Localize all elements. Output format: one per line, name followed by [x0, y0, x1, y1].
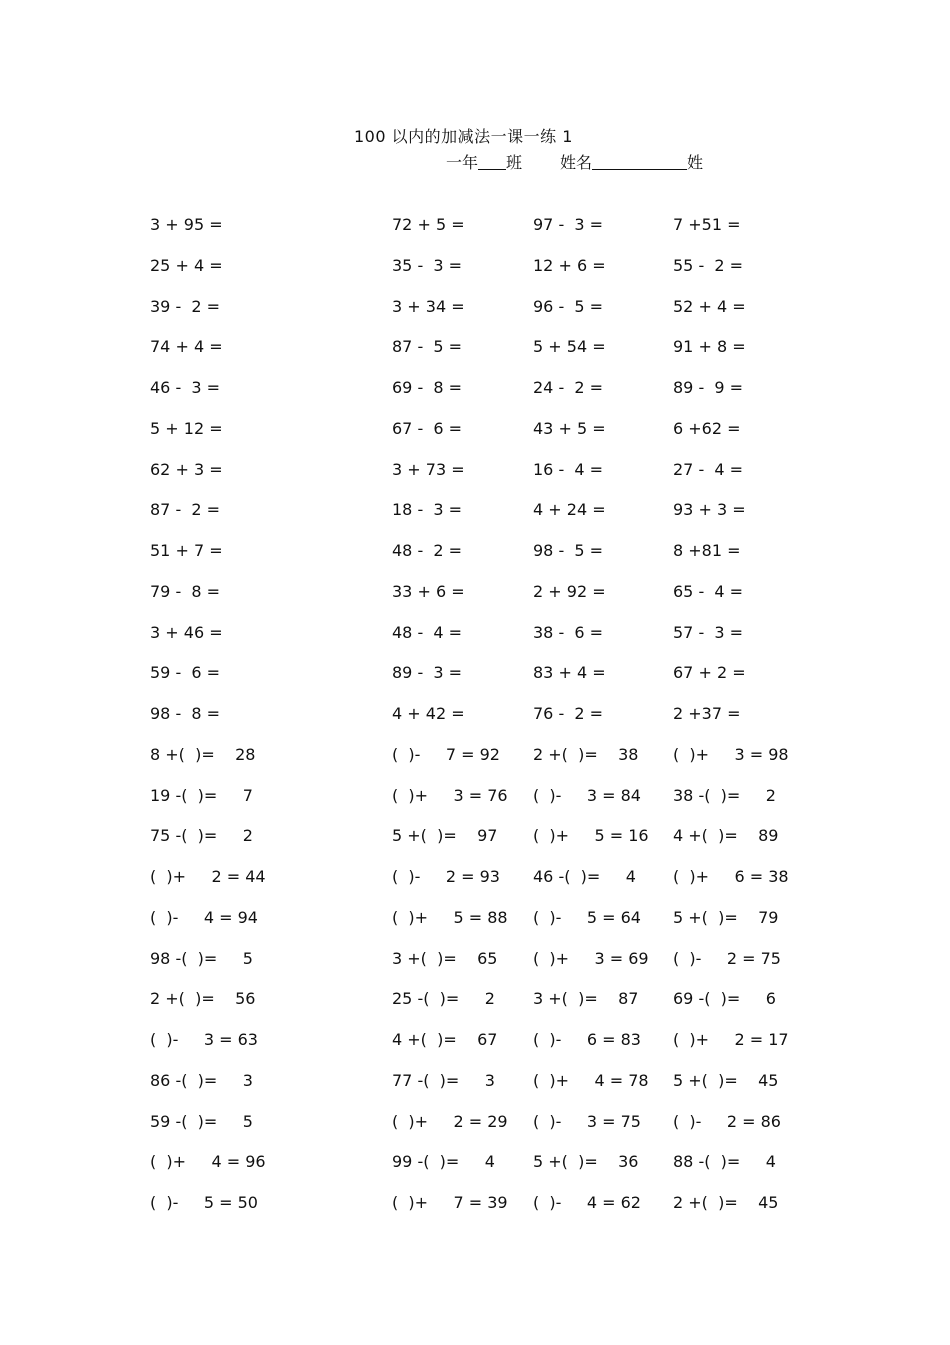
- math-problem: 93 + 3 =: [673, 500, 746, 520]
- math-problem: 67 + 2 =: [673, 663, 746, 683]
- math-problem: 38 - 6 =: [533, 622, 604, 642]
- math-problem: ( )- 6 = 83: [533, 1030, 641, 1049]
- math-problem: 59 - 6 =: [150, 663, 221, 683]
- math-problem: ( )+ 6 = 38: [673, 867, 789, 886]
- math-problem: 3 + 46 =: [150, 622, 223, 642]
- math-problem: 69 -( )= 6: [673, 989, 776, 1009]
- math-problem: 87 - 5 =: [392, 337, 463, 357]
- math-problem: 98 -( )= 5: [150, 948, 253, 968]
- math-problem: 24 - 2 =: [533, 378, 604, 397]
- math-problem: ( )+ 2 = 29: [392, 1111, 508, 1131]
- math-problem: 99 -( )= 4: [392, 1152, 495, 1172]
- math-problem: 91 + 8 =: [673, 337, 746, 357]
- math-problem: 5 +( )= 36: [533, 1152, 639, 1172]
- math-problem: 2 +( )= 56: [150, 989, 256, 1009]
- math-problem: 89 - 9 =: [673, 378, 744, 397]
- math-problem: ( )- 2 = 86: [673, 1111, 781, 1131]
- math-problem: 3 + 95 =: [150, 215, 223, 234]
- math-problem: 4 + 24 =: [533, 500, 606, 520]
- math-problem: 57 - 3 =: [673, 622, 744, 642]
- math-problem: ( )+ 4 = 96: [150, 1152, 266, 1172]
- math-problem: 5 +( )= 45: [673, 1070, 779, 1090]
- math-problem: ( )+ 5 = 16: [533, 826, 649, 846]
- math-problem: 8 +81 =: [673, 541, 741, 560]
- math-problem: 59 -( )= 5: [150, 1111, 253, 1131]
- math-problem: ( )- 5 = 50: [150, 1193, 258, 1212]
- math-problem: 25 -( )= 2: [392, 989, 495, 1009]
- math-problem: ( )- 2 = 75: [673, 948, 781, 968]
- math-problem: 96 - 5 =: [533, 296, 604, 316]
- math-problem: 75 -( )= 2: [150, 826, 253, 846]
- grade-label: 一年: [446, 153, 479, 172]
- math-problem: 79 - 8 =: [150, 581, 221, 601]
- math-problem: 8 +( )= 28: [150, 744, 256, 764]
- math-problem: 12 + 6 =: [533, 255, 606, 275]
- math-problem: 18 - 3 =: [392, 500, 463, 520]
- math-problem: ( )+ 3 = 69: [533, 948, 649, 968]
- math-problem: 5 + 54 =: [533, 337, 606, 357]
- math-problem: 3 +( )= 65: [392, 948, 498, 968]
- math-problem: 5 +( )= 97: [392, 826, 498, 846]
- math-problem: 88 -( )= 4: [673, 1152, 776, 1172]
- math-problem: 2 + 92 =: [533, 581, 606, 601]
- math-problem: 62 + 3 =: [150, 459, 223, 479]
- math-problem: 6 +62 =: [673, 418, 741, 438]
- math-problem: 27 - 4 =: [673, 459, 744, 479]
- math-problem: ( )+ 3 = 98: [673, 744, 789, 764]
- math-problem: 35 - 3 =: [392, 255, 463, 275]
- name-label: 姓名: [560, 153, 593, 172]
- math-problem: 5 +( )= 79: [673, 907, 779, 927]
- math-problem: 38 -( )= 2: [673, 785, 776, 805]
- worksheet-title: 100 以内的加减法一课一练 1: [354, 127, 573, 146]
- math-problem: 2 +( )= 38: [533, 744, 639, 764]
- math-problem: 89 - 3 =: [392, 663, 463, 683]
- math-problem: ( )- 7 = 92: [392, 744, 500, 764]
- math-problem: 98 - 8 =: [150, 704, 221, 723]
- math-problem: ( )- 4 = 94: [150, 907, 258, 927]
- name-tail-label: 姓: [687, 153, 704, 172]
- math-problem: ( )+ 5 = 88: [392, 907, 508, 927]
- math-problem: 67 - 6 =: [392, 418, 463, 438]
- math-problem: ( )- 2 = 93: [392, 867, 500, 886]
- math-problem: 2 +37 =: [673, 704, 741, 723]
- math-problem: ( )- 3 = 63: [150, 1030, 258, 1049]
- math-problem: 25 + 4 =: [150, 255, 223, 275]
- math-problem: 33 + 6 =: [392, 581, 465, 601]
- math-problem: 97 - 3 =: [533, 215, 604, 234]
- math-problem: ( )+ 4 = 78: [533, 1070, 649, 1090]
- name-blank[interactable]: [592, 153, 687, 170]
- math-problem: ( )+ 7 = 39: [392, 1193, 508, 1212]
- class-label: 班: [506, 153, 523, 172]
- math-problem: 3 +( )= 87: [533, 989, 639, 1009]
- class-blank[interactable]: [478, 153, 506, 170]
- math-problem: 19 -( )= 7: [150, 785, 253, 805]
- math-problem: 7 +51 =: [673, 215, 741, 234]
- math-problem: 69 - 8 =: [392, 378, 463, 397]
- math-problem: 3 + 34 =: [392, 296, 465, 316]
- math-problem: ( )+ 3 = 76: [392, 785, 508, 805]
- math-problem: ( )- 3 = 75: [533, 1111, 641, 1131]
- math-problem: 55 - 2 =: [673, 255, 744, 275]
- math-problem: 16 - 4 =: [533, 459, 604, 479]
- math-problem: 76 - 2 =: [533, 704, 604, 723]
- math-problem: 65 - 4 =: [673, 581, 744, 601]
- math-problem: 39 - 2 =: [150, 296, 221, 316]
- math-problem: 52 + 4 =: [673, 296, 746, 316]
- math-problem: 98 - 5 =: [533, 541, 604, 560]
- math-problem: 46 - 3 =: [150, 378, 221, 397]
- math-problem: 83 + 4 =: [533, 663, 606, 683]
- math-problem: 74 + 4 =: [150, 337, 223, 357]
- math-problem: 4 + 42 =: [392, 704, 465, 723]
- math-problem: ( )- 4 = 62: [533, 1193, 641, 1212]
- math-problem: 3 + 73 =: [392, 459, 465, 479]
- math-problem: 87 - 2 =: [150, 500, 221, 520]
- math-problem: 51 + 7 =: [150, 541, 223, 560]
- math-problem: 46 -( )= 4: [533, 867, 636, 886]
- math-problem: ( )- 3 = 84: [533, 785, 641, 805]
- math-problem: 86 -( )= 3: [150, 1070, 253, 1090]
- math-problem: 4 +( )= 67: [392, 1030, 498, 1049]
- math-problem: ( )+ 2 = 44: [150, 867, 266, 886]
- math-problem: 2 +( )= 45: [673, 1193, 779, 1212]
- math-problem: 72 + 5 =: [392, 215, 465, 234]
- math-problem: 77 -( )= 3: [392, 1070, 495, 1090]
- math-problem: 48 - 4 =: [392, 622, 463, 642]
- math-problem: ( )+ 2 = 17: [673, 1030, 789, 1049]
- student-info-line: [446, 150, 703, 173]
- math-problem: 48 - 2 =: [392, 541, 463, 560]
- math-problem: 4 +( )= 89: [673, 826, 779, 846]
- math-problem: 43 + 5 =: [533, 418, 606, 438]
- math-problem: 5 + 12 =: [150, 418, 223, 438]
- math-problem: ( )- 5 = 64: [533, 907, 641, 927]
